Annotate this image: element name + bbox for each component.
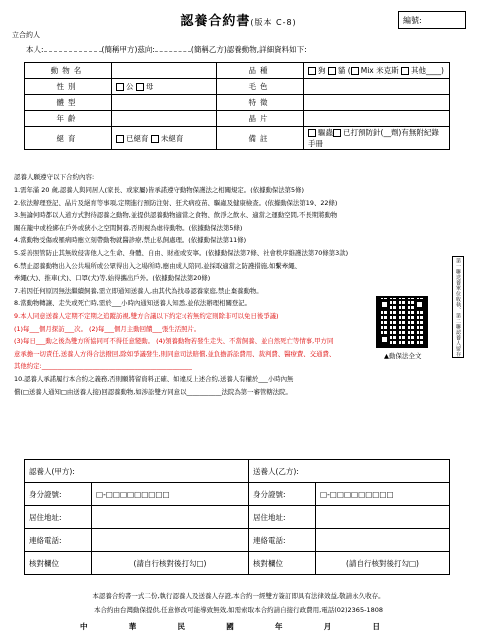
contract-title: 認養合約書(版本 C-8) [180, 14, 297, 29]
sender-addr-field[interactable] [316, 506, 450, 529]
clause: 7.若因任何原因無法繼續飼養,需立即通知送養人,由其代為找尋認養家庭,禁止棄養動物。 [14, 286, 263, 295]
adopter-check[interactable]: (請自行核對後打勾□) [92, 552, 249, 575]
sender-phone-field[interactable] [316, 529, 450, 552]
signature-table: 認養人(甲方): 送養人(乙方): 身分證號: □-□□□□□□□□□ 身分證號: □-□□□□□□□□□ 居住地址: 居住地址: 連絡電話: 連絡電話: 核對欄位 (請自行核對後打勾□) 核對欄位 (請自行核對後打勾□) [24, 459, 450, 575]
animal-info-table: 動物名 品種 狗 貓 ( Mix 米克斯 其他____) 性別 公 母 毛色 體型 特徵 年齡 晶片 絕育 已絕育 未絕育 備註 驅蟲 已打預防針(__劑)有無附紀錄手冊 [24, 62, 450, 150]
copy-note: 第一聯送養單位收執、第二聯認養人留存 [452, 256, 464, 358]
clause: 5.妥善照管防止其無故侵害他人之生命、身體、自由、財產或安寧。(依據動保法第7條、社會秩序維護法第70條第3款) [14, 248, 349, 257]
clause: 1.需年滿 20 歲,認養人與同居人(家長、或家屬)皆承諾遵守動物保護法之相關規定。(依據動保法第5條) [14, 186, 304, 194]
clauses-list [14, 184, 434, 398]
party-line: 本人: (簡稱甲方)茲向: (簡稱乙方)認養動物,詳細資料如下: [26, 45, 307, 54]
clause: 償(□送養人通知□由送養人接)回認養動物,如涉訟雙方同意以___________法院為第一審管轄法院。 [14, 387, 292, 396]
clause: 2.依法辦理登記、晶片及絕育等事項,定期進行預防注射、狂犬病疫苗、驅蟲及健康檢查。(依據動保法第19、22條) [14, 198, 338, 207]
clause: (1)每___個月探訪___次。 (2)每___個月主動回饋___張生活照片。 [14, 324, 201, 333]
clause: 3.無論何時都以人道方式對待認養之動物,並提供認養動物適當之食物、飲淨之飲水、適當之運動空間,不長期將動物 [14, 211, 338, 220]
field-chip[interactable] [304, 111, 450, 127]
clauses-intro: 認養人願遵守以下合約內容: [14, 173, 95, 181]
clause: (3)每日___動之後為雙方所協同可不得任意變動。 (4)領養動物若發生走失、不當飼養、並自然死亡等情事,甲方同 [14, 337, 334, 346]
sender-check[interactable]: (請自行核對後打勾□) [316, 552, 450, 575]
clause: 4.當動物受傷或罹病時應立刻帶動物就醫診療,禁止私飼處理。(依據動保法第11條) [14, 236, 247, 245]
qr-caption: ▲動保法全文 [384, 352, 422, 360]
field-feature[interactable] [304, 95, 450, 111]
footer-note-2: 本合約由台灣動保提供,任意修改可能導致無效,如需索取本合約請自接行政費用,電話(02)2365-1808 [94, 606, 383, 614]
label-name: 動物名 [25, 63, 112, 79]
number-box[interactable]: 編號: [398, 11, 466, 29]
breed-options: 狗 貓 ( Mix 米克斯 其他____) [304, 63, 450, 79]
adopter-label: 認養人(甲方): [25, 460, 249, 483]
sender-label: 送養人(乙方): [249, 460, 450, 483]
adopter-addr-field[interactable] [92, 506, 249, 529]
field-color[interactable] [304, 79, 450, 95]
adopter-phone-field[interactable] [92, 529, 249, 552]
footer-note-1: 本認養合約書一式二份,執行認養人及送養人存證,本合約一經雙方簽訂即具有法律效益,敬請永久收存。 [92, 592, 385, 600]
clause: 6.禁止認養動物出入公共場所或公眾得出入之場所時,應由成人陪同,並採取適當之防護措施,如繫牽繩、 [14, 261, 301, 270]
neuter-options: 已絕育 未絕育 [112, 127, 217, 150]
date-line: 中 華 民 國 年 月 日 [80, 622, 380, 631]
clause: 8.當動物轉讓、走失或死亡時,需於___小時內通知送養人知悉,並依法辦理相關登記。 [14, 299, 252, 308]
clause: 意承擔一切責任,送養人方得合法撥回,除如爭議發生,則同意司法賠償,並負擔訴訟費用、裁判費、醫療費、交通費、 [14, 349, 336, 358]
clause: 10.認養人承諾履行本合約之義務,否則願將留資料正確、如違反上述合約,送養人有權於___小時內無 [14, 374, 294, 383]
sender-id-field[interactable]: □-□□□□□□□□□ [316, 483, 450, 506]
qr-code[interactable] [376, 296, 428, 348]
field-name[interactable] [112, 63, 217, 79]
clause: 關在籠中或栓綁在戶外或狹小之空間飼養,否則視為虐待動物。(依據動保法第5條) [14, 223, 243, 232]
sex-options: 公 母 [112, 79, 217, 95]
field-body[interactable] [112, 95, 217, 111]
clause: 牽繩(大)、推車(犬)、口罩(犬)等,始得攜出戶外。(依據動保法第20條) [14, 274, 211, 283]
field-age[interactable] [112, 111, 217, 127]
note-options: 驅蟲 已打預防針(__劑)有無附紀錄手冊 [304, 127, 450, 150]
adopter-id-field[interactable]: □-□□□□□□□□□ [92, 483, 249, 506]
clause: 9.本人同意送養人定期不定期之追蹤訪視,雙方合議以下約定:(若無約定則除非可以免日後爭議) [14, 311, 279, 320]
parties-heading: 立合約人 [12, 31, 40, 39]
clause: 其他約定:_______________________________________________ [14, 362, 192, 371]
